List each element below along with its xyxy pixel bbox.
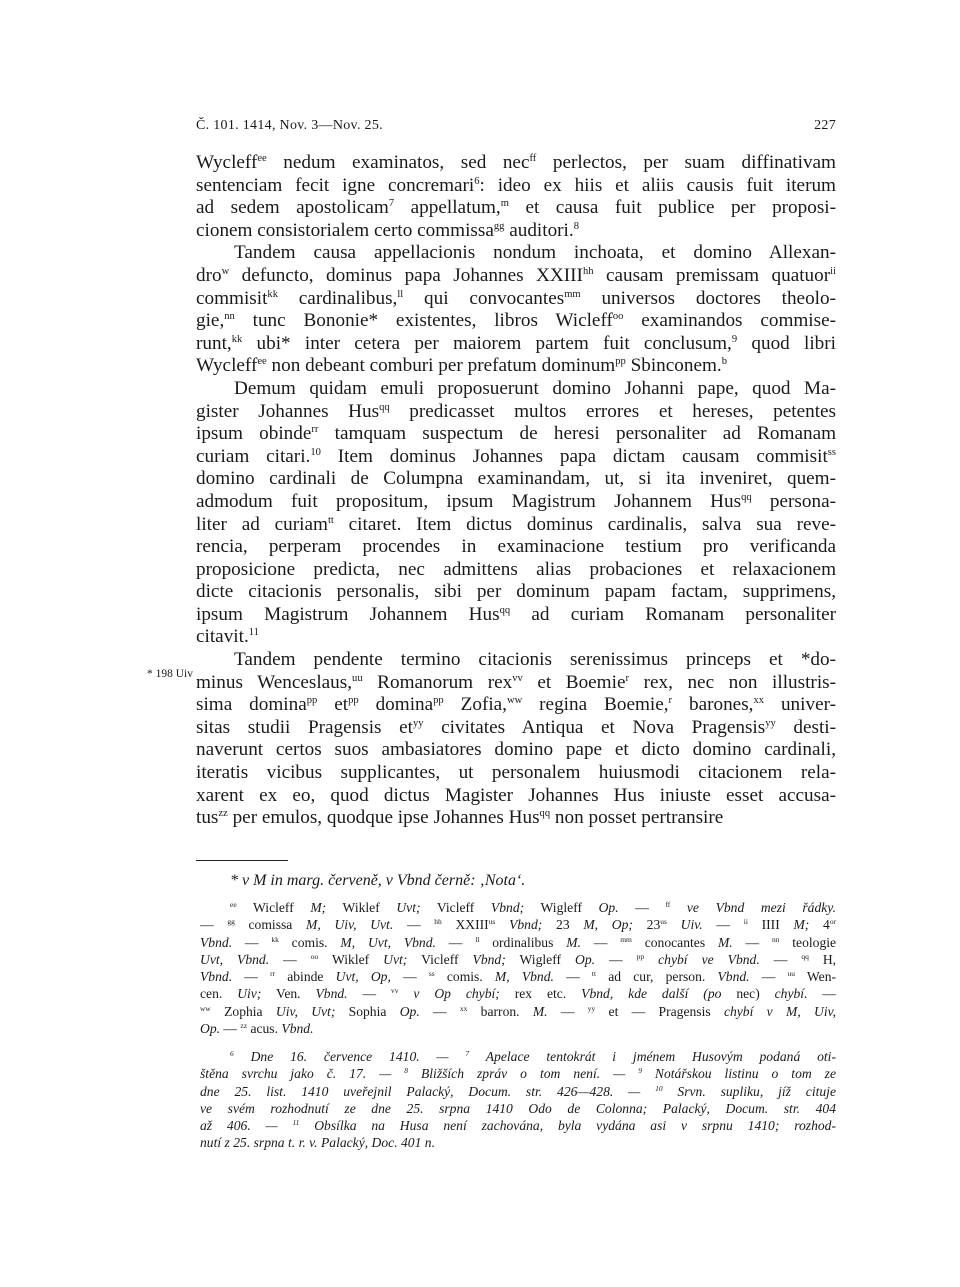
footnote-line: Vbnd. — $^{kk}$ comis. M, Uvt, Vbnd. — $^{ll}$ ordinalibus M. — $^{mm}$ conocantes M. — $^{nn}$ teologie bbox=[200, 934, 837, 950]
main-text bbox=[196, 152, 836, 830]
text-line: Demum quidam emuli proposuerunt domino Johanni pape, quod Ma- bbox=[234, 377, 836, 399]
text-line: dro$^w$ defuncto, dominus papa Johannes $XXIII^{hh}$ causam premissam quatuor$^{ii}$ bbox=[196, 264, 836, 286]
text-line: xarent ex eo, quod dictus Magister Johannes Hus iniuste esset accusa- bbox=[196, 784, 836, 806]
footnote-rule bbox=[196, 860, 288, 861]
text-line: naverunt certos suos ambasiatores domino pape et dicto domino cardinali, bbox=[196, 739, 836, 761]
text-line: ipsum obinde$^{rr}$ tamquam suspectum de heresi personaliter ad Romanam bbox=[196, 423, 837, 445]
margin-note: * 198 Uiv bbox=[147, 668, 193, 680]
footnote-head: * v M in marg. červeně, v Vbnd černě: ‚Nota‘. bbox=[230, 872, 526, 889]
text-line: sitas studii Pragensis $et^{yy}$ civitates Antiqua et Nova Pragensis$^{yy}$ desti- bbox=[196, 716, 837, 738]
footnote-line: Op. — $^{zz}$ acus. Vbnd. bbox=[200, 1021, 314, 1037]
footnote-line: $^6$ Dne 16. července 1410. — $^7$ Apelace tentokrát i jménem Husovým podaná oti- bbox=[230, 1049, 836, 1064]
text-line: Tandem pendente termino citacionis serenissimus princeps et *do- bbox=[234, 649, 836, 671]
text-line: gister Johannes Hus$^{qq}$ predicasset multos errores et hereses, petentes bbox=[196, 400, 837, 422]
footnote-line: $^{ww}$ Zophia Uiv, Uvt; Sophia Op. — $^{xx}$ barron. M. — $^{yy}$ et — Pragensis chybí v M, Uiv, bbox=[200, 1003, 837, 1019]
text-line: ipsum Magistrum Johannem Hus$^{qq}$ ad curiam Romanam personaliter bbox=[196, 603, 836, 625]
chapter-reference: Č. 101. 1414, Nov. 3—Nov. 25. bbox=[196, 118, 383, 133]
footnote-line: cen. Uiv; Ven. Vbnd. — $^{vv}$ v Op chybí; rex etc. Vbnd, kde další (po nec) chybí. — bbox=[200, 986, 836, 1002]
text-line: tus$^{zz}$ per emulos, quodque ipse Johannes Hus$^{qq}$ non posset pertransire bbox=[196, 807, 724, 829]
text-line: domino cardinali de Columpna examinandam, ut, si ita inveniret, quem- bbox=[196, 468, 836, 490]
historical-notes bbox=[200, 1048, 836, 1152]
footnote-line: až 406. — $^{11}$ Obsílka na Husa není zachována, byla vydána asi v srpnu 1410; rozhod- bbox=[200, 1118, 836, 1134]
footnote-line: $^{ee}$ Wicleff M; Wiklef Uvt; Vicleff Vbnd; Wigleff Op. — $^{ff}$ ve Vbnd mezi řádky. bbox=[230, 900, 836, 915]
text-line: proposicione predicta, nec admittens alias probaciones et relaxacionem bbox=[196, 558, 836, 580]
text-line: cionem consistorialem certo commissa$^{gg}$ auditori.$^8$ bbox=[196, 219, 579, 241]
text-line: rencia, perperam procendes in examinacione testium pro verificanda bbox=[196, 536, 836, 558]
text-line: admodum fuit propositum, ipsum Magistrum Johannem Hus$^{qq}$ persona- bbox=[196, 490, 836, 512]
running-header bbox=[196, 118, 836, 140]
page-number: 227 bbox=[814, 118, 836, 133]
text-line: commisit$^{kk}$ cardinalibus,$^{ll}$ qui convocantes$^{mm}$ universos doctores theolo- bbox=[196, 287, 836, 309]
footnote-line: nutí z 25. srpna t. r. v. Palacký, Doc. 401 n. bbox=[200, 1135, 435, 1151]
text-line: sentenciam fecit igne concremari$^6$: ideo ex hiis et aliis causis fuit iterum bbox=[196, 174, 836, 196]
footnote-line: štěna svrchu jako č. 17. — $^8$ Bližších zpráv o tom není. — $^9$ Notářskou listinu o tom ze bbox=[200, 1066, 836, 1082]
text-line: liter ad curiam$^{tt}$ citaret. Item dictus dominus cardinalis, salva sua reve- bbox=[196, 513, 836, 535]
footnote-line: dne 25. list. 1410 uveřejnil Palacký, Docum. str. 426—428. — $^{10}$ Srvn. supliku, jíž cituje bbox=[200, 1083, 836, 1099]
text-line: Wycleff$^{ee}$ non debeant comburi per prefatum dominum$^{pp}$ Sbinconem.$^b$ bbox=[196, 355, 727, 377]
text-line: Wycleff$^{ee}$ nedum examinatos, sed nec$^{ff}$ perlectos, per suam diffinativam bbox=[196, 152, 836, 173]
text-line: ad sedem apostolicam$^7$ appellatum,$^m$ et causa fuit publice per proposi- bbox=[196, 197, 837, 219]
text-line: sima domina$^{pp}$ $et^{pp}$ domina$^{pp}$ Zofia,$^{ww}$ regina Boemie,$^r$ barones,$^{xx}$ univer- bbox=[196, 694, 836, 716]
text-line: dicte citacionis personalis, sibi per dominum papam factam, supprimens, bbox=[196, 581, 836, 603]
footnote-line: Uvt, Vbnd. — $^{oo}$ Wiklef Uvt; Vicleff Vbnd; Wigleff Op. — $^{pp}$ chybí ve Vbnd. — $^{qq}$ H, bbox=[200, 951, 837, 967]
text-line: citavit.$^{11}$ bbox=[196, 626, 259, 648]
text-line: gie,$^{nn}$ tunc Bononie* existentes, libros Wicleff$^{oo}$ examinandos commise- bbox=[196, 310, 837, 332]
text-line: iteratis vicibus supplicantes, ut personalem huiusmodi citacionem rela- bbox=[196, 762, 836, 784]
text-line: Tandem causa appellacionis nondum inchoata, et domino Allexan- bbox=[234, 242, 836, 264]
text-line: minus Wenceslaus,$^{uu}$ Romanorum rex$^{vv}$ et Boemie$^r$ rex, nec non illustris- bbox=[196, 671, 837, 693]
footnote-line: — $^{gg}$ comissa M, Uiv, Uvt. — $^{hh}$ $XXIII^{us}$ Vbnd; 23 M, Op; $23^{us}$ Uiv. — $^{ii}$ IIII M; $4^{or}$ bbox=[200, 917, 837, 933]
footnote-line: ve svém rozhodnutí ze dne 25. srpna 1410 Odo de Colonna; Palacký, Docum. str. 404 bbox=[200, 1100, 836, 1116]
footnote-line: Vbnd. — $^{rr}$ abinde Uvt, Op, — $^{ss}$ comis. M, Vbnd. — $^{tt}$ ad cur, person. Vbnd. — $^{uu}$ Wen- bbox=[200, 969, 837, 985]
critical-apparatus bbox=[200, 899, 836, 1037]
text-line: runt,$^{kk}$ ubi* inter cetera per maiorem partem fuit conclusum,$^9$ quod libri bbox=[196, 332, 836, 354]
text-line: curiam citari.$^{10}$ Item dominus Johannes papa dictam causam commisit$^{ss}$ bbox=[196, 445, 836, 467]
